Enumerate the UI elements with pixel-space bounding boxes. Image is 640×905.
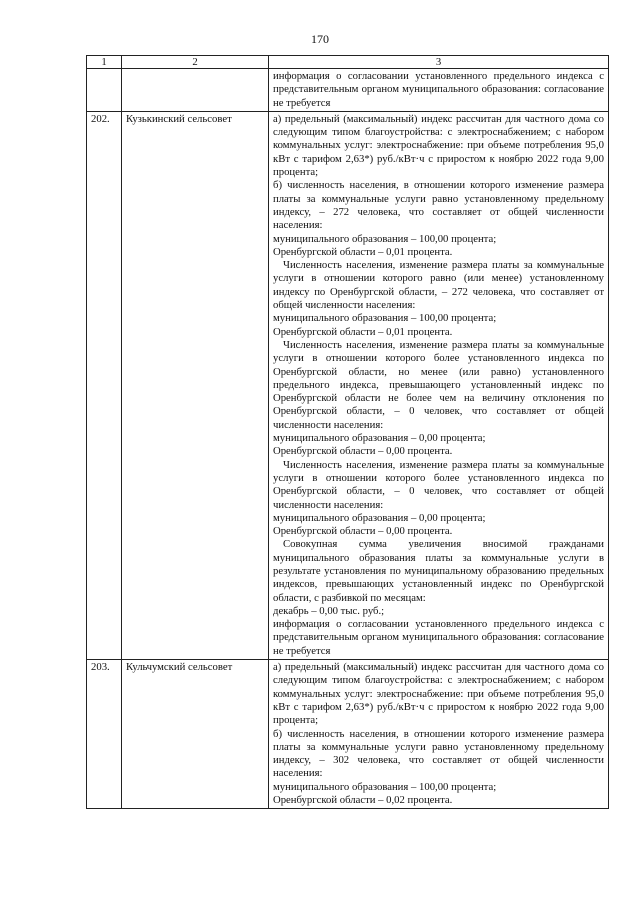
description-paragraph: б) численность населения, в отношении которого изменение размера платы за коммунальные услуги равно установленному предельному индексу, – 302 человека, что составляет от общей численности населения: (273, 727, 604, 780)
description-paragraph: декабрь – 0,00 тыс. руб.; (273, 604, 385, 617)
table-row (87, 111, 609, 659)
row-number: 202. (87, 111, 122, 659)
description-paragraph: а) предельный (максимальный) индекс рассчитан для частного дома со следующим типом благоустройства: с электроснабжением; с набором коммунальных услуг: электроснабжение: при объеме потребления 95,0 кВт с тарифом 2,63*) руб./кВт·ч с приростом к ноябрю 2022 года 9,00 процента; (273, 112, 604, 179)
index-description (269, 69, 609, 112)
table-row (87, 69, 609, 112)
page-number: 170 (311, 32, 329, 46)
description-paragraph: а) предельный (максимальный) индекс рассчитан для частного дома со следующим типом благоустройства: с электроснабжением; с набором коммунальных услуг: электроснабжение: при объеме потребления 95,0 кВт с тарифом 2,63*) руб./кВт·ч с приростом к ноябрю 2022 года 9,00 процента; (273, 661, 604, 727)
header-col-3: 3 (269, 56, 609, 69)
description-paragraph: Совокупная сумма увеличения вносимой гражданами муниципального образования платы за коммунальные услуги в результате установления по муниципальному образованию предельных индексов, превышающих установленный индекс по Оренбургской области, с разбивкой по месяцам: (273, 538, 604, 604)
description-paragraph: информация о согласовании установленного предельного индекса с представительным органом муниципального образования: согласование не требуется (273, 70, 604, 109)
description-paragraph: б) численность населения, в отношении которого изменение размера платы за коммунальные услуги равно установленному предельному индексу, – 272 человека, что составляет от общей численности населения: (273, 179, 604, 232)
row-number: 203. (87, 660, 122, 809)
description-paragraph: Численность населения, изменение размера платы за коммунальные услуги в отношении которого более установленного индекса по Оренбургской области, но менее (или равно) установленного предельного индекса, превышающего установленный индекс по Оренбургской области не более чем на величину отклонения по Оренбургской области, – 0 человек, что составляет от общей численности населения: (273, 338, 604, 431)
table-header-row (87, 56, 609, 69)
description-paragraph: информация о согласовании установленного предельного индекса с представительным органом муниципального образования: согласование не требуется (273, 618, 604, 657)
description-paragraph: муниципального образования – 0,00 процента; (273, 511, 486, 524)
description-paragraph: муниципального образования – 100,00 процента; (273, 232, 497, 245)
index-description (269, 111, 609, 659)
header-col-2: 2 (122, 56, 269, 69)
description-paragraph: муниципального образования – 100,00 процента; (273, 312, 497, 325)
municipality-name: Кульчумский сельсовет (122, 660, 269, 809)
description-paragraph: Оренбургской области – 0,00 процента. (273, 445, 453, 458)
description-paragraph: Оренбургской области – 0,01 процента. (273, 245, 453, 258)
description-paragraph: Оренбургской области – 0,01 процента. (273, 325, 453, 338)
description-paragraph: Оренбургской области – 0,02 процента. (273, 794, 453, 807)
row-number (87, 69, 122, 112)
indices-table (86, 55, 609, 809)
description-paragraph: Оренбургской области – 0,00 процента. (273, 525, 453, 538)
header-col-1: 1 (87, 56, 122, 69)
description-paragraph: муниципального образования – 100,00 процента; (273, 780, 497, 793)
municipality-name (122, 69, 269, 112)
description-paragraph: Численность населения, изменение размера платы за коммунальные услуги в отношении которого равно (или менее) установленному индексу по Оренбургской области, – 272 человека, что составляет от общей численности населения: (273, 259, 604, 312)
index-description (269, 660, 609, 809)
description-paragraph: Численность населения, изменение размера платы за коммунальные услуги в отношении которого более установленного индекса по Оренбургской области, – 0 человек, что составляет от общей численности населения: (273, 458, 604, 511)
description-paragraph: муниципального образования – 0,00 процента; (273, 432, 486, 445)
municipality-name: Кузькинский сельсовет (122, 111, 269, 659)
table-row (87, 660, 609, 809)
